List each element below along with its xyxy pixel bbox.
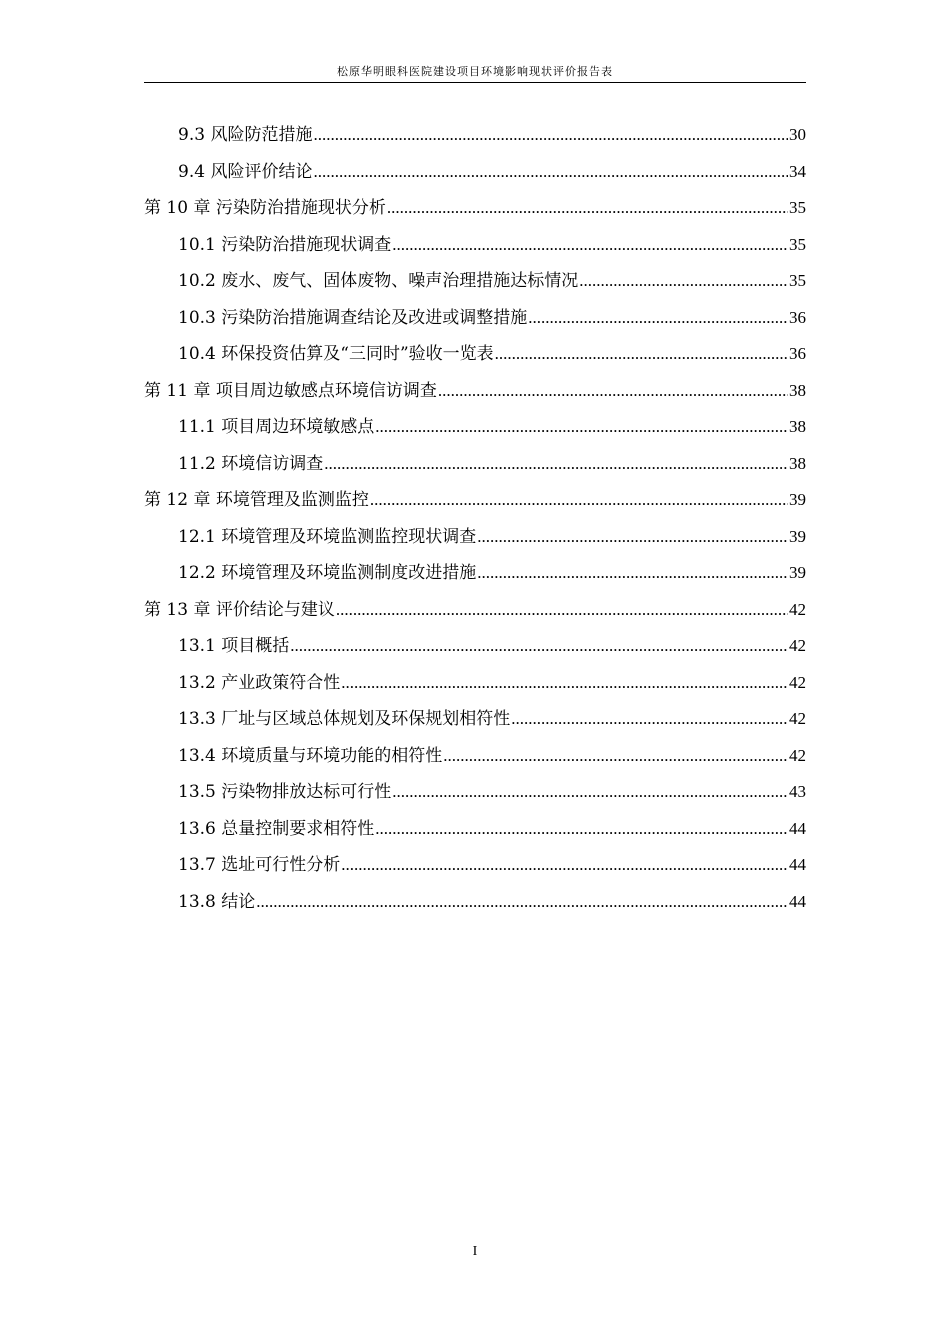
toc-section-entry[interactable]	[144, 120, 806, 157]
toc-section-entry[interactable]	[144, 631, 806, 668]
toc-dot-leader	[375, 819, 788, 839]
toc-entry-page: 35	[789, 234, 806, 254]
toc-dot-leader	[290, 636, 788, 656]
toc-dot-leader	[511, 709, 788, 729]
toc-entry-page: 42	[789, 709, 806, 728]
toc-section-entry[interactable]	[144, 777, 806, 814]
toc-entry-title: 第 12 章 环境管理及监测监控	[144, 490, 369, 510]
toc-section-entry[interactable]	[144, 449, 806, 486]
toc-entry-title: 13.1 项目概括	[178, 636, 290, 656]
toc-entry-title: 11.2 环境信访调查	[178, 453, 324, 474]
toc-entry-title: 13.6 总量控制要求相符性	[178, 818, 375, 839]
toc-section-entry[interactable]	[144, 230, 806, 267]
toc-entry-page: 43	[789, 782, 806, 801]
toc-entry-title: 11.1 项目周边环境敏感点	[178, 417, 375, 437]
toc-chapter-entry[interactable]	[144, 193, 806, 230]
toc-entry-title: 13.5 污染物排放达标可行性	[178, 782, 392, 802]
toc-entry-title: 13.8 结论	[178, 891, 256, 912]
toc-entry-page: 30	[789, 125, 806, 144]
toc-entry-page: 44	[789, 855, 806, 874]
toc-entry-title: 10.3 污染防治措施调查结论及改进或调整措施	[178, 307, 528, 328]
toc-dot-leader	[528, 308, 788, 328]
toc-entry-title: 10.2 废水、废气、固体废物、噪声治理措施达标情况	[178, 271, 579, 291]
toc-dot-leader	[336, 600, 788, 620]
toc-section-entry[interactable]	[144, 558, 806, 595]
toc-entry-page: 38	[789, 380, 806, 400]
toc-entry-page: 35	[789, 198, 806, 217]
page-header: 松原华明眼科医院建设项目环境影响现状评价报告表	[144, 62, 806, 83]
toc-chapter-entry[interactable]	[144, 376, 806, 413]
toc-dot-leader	[341, 673, 788, 693]
toc-entry-title: 9.4 风险评价结论	[178, 161, 313, 182]
toc-chapter-entry[interactable]	[144, 485, 806, 522]
toc-entry-title: 13.3 厂址与区域总体规划及环保规划相符性	[178, 709, 511, 729]
toc-dot-leader	[579, 271, 788, 291]
toc-entry-page: 35	[789, 271, 806, 290]
toc-entry-title: 第 10 章 污染防治措施现状分析	[144, 198, 386, 218]
toc-dot-leader	[392, 782, 788, 802]
toc-section-entry[interactable]	[144, 668, 806, 705]
toc-dot-leader	[324, 454, 788, 474]
toc-entry-page: 39	[789, 490, 806, 509]
toc-entry-page: 34	[789, 161, 806, 181]
toc-dot-leader	[477, 563, 788, 583]
table-of-contents	[144, 120, 806, 923]
toc-dot-leader	[375, 417, 788, 437]
toc-dot-leader	[313, 125, 788, 145]
toc-entry-page: 39	[789, 563, 806, 582]
toc-entry-page: 38	[789, 453, 806, 473]
toc-section-entry[interactable]	[144, 704, 806, 741]
toc-entry-title: 10.4 环保投资估算及“三同时”验收一览表	[178, 344, 494, 364]
toc-entry-title: 13.7 选址可行性分析	[178, 855, 341, 875]
toc-entry-page: 36	[789, 344, 806, 363]
toc-entry-page: 39	[789, 526, 806, 546]
toc-section-entry[interactable]	[144, 412, 806, 449]
toc-entry-page: 42	[789, 672, 806, 692]
toc-entry-page: 44	[789, 818, 806, 838]
toc-dot-leader	[256, 892, 788, 912]
toc-dot-leader	[495, 344, 788, 364]
toc-entry-title: 9.3 风险防范措施	[178, 125, 313, 145]
toc-dot-leader	[313, 162, 788, 182]
toc-entry-title: 12.2 环境管理及环境监测制度改进措施	[178, 563, 477, 583]
toc-entry-page: 42	[789, 636, 806, 655]
toc-dot-leader	[477, 527, 788, 547]
toc-entry-title: 13.4 环境质量与环境功能的相符性	[178, 745, 443, 766]
toc-section-entry[interactable]	[144, 850, 806, 887]
toc-section-entry[interactable]	[144, 157, 806, 194]
toc-dot-leader	[387, 198, 788, 218]
toc-section-entry[interactable]	[144, 887, 806, 924]
toc-entry-title: 12.1 环境管理及环境监测监控现状调查	[178, 526, 477, 547]
toc-entry-page: 36	[789, 307, 806, 327]
toc-entry-title: 第 11 章 项目周边敏感点环境信访调查	[144, 380, 437, 401]
toc-section-entry[interactable]	[144, 522, 806, 559]
toc-section-entry[interactable]	[144, 814, 806, 851]
toc-dot-leader	[341, 855, 788, 875]
toc-dot-leader	[443, 746, 788, 766]
toc-entry-title: 第 13 章 评价结论与建议	[144, 599, 335, 620]
toc-section-entry[interactable]	[144, 303, 806, 340]
toc-dot-leader	[370, 490, 788, 510]
toc-section-entry[interactable]	[144, 339, 806, 376]
page-number: I	[472, 1244, 478, 1259]
toc-section-entry[interactable]	[144, 741, 806, 778]
toc-entry-title: 10.1 污染防治措施现状调查	[178, 234, 392, 255]
toc-dot-leader	[392, 235, 788, 255]
toc-dot-leader	[438, 381, 788, 401]
toc-entry-title: 13.2 产业政策符合性	[178, 672, 341, 693]
toc-chapter-entry[interactable]	[144, 595, 806, 632]
toc-entry-page: 42	[789, 745, 806, 765]
toc-entry-page: 38	[789, 417, 806, 436]
toc-entry-page: 44	[789, 891, 806, 911]
toc-section-entry[interactable]	[144, 266, 806, 303]
toc-entry-page: 42	[789, 599, 806, 619]
